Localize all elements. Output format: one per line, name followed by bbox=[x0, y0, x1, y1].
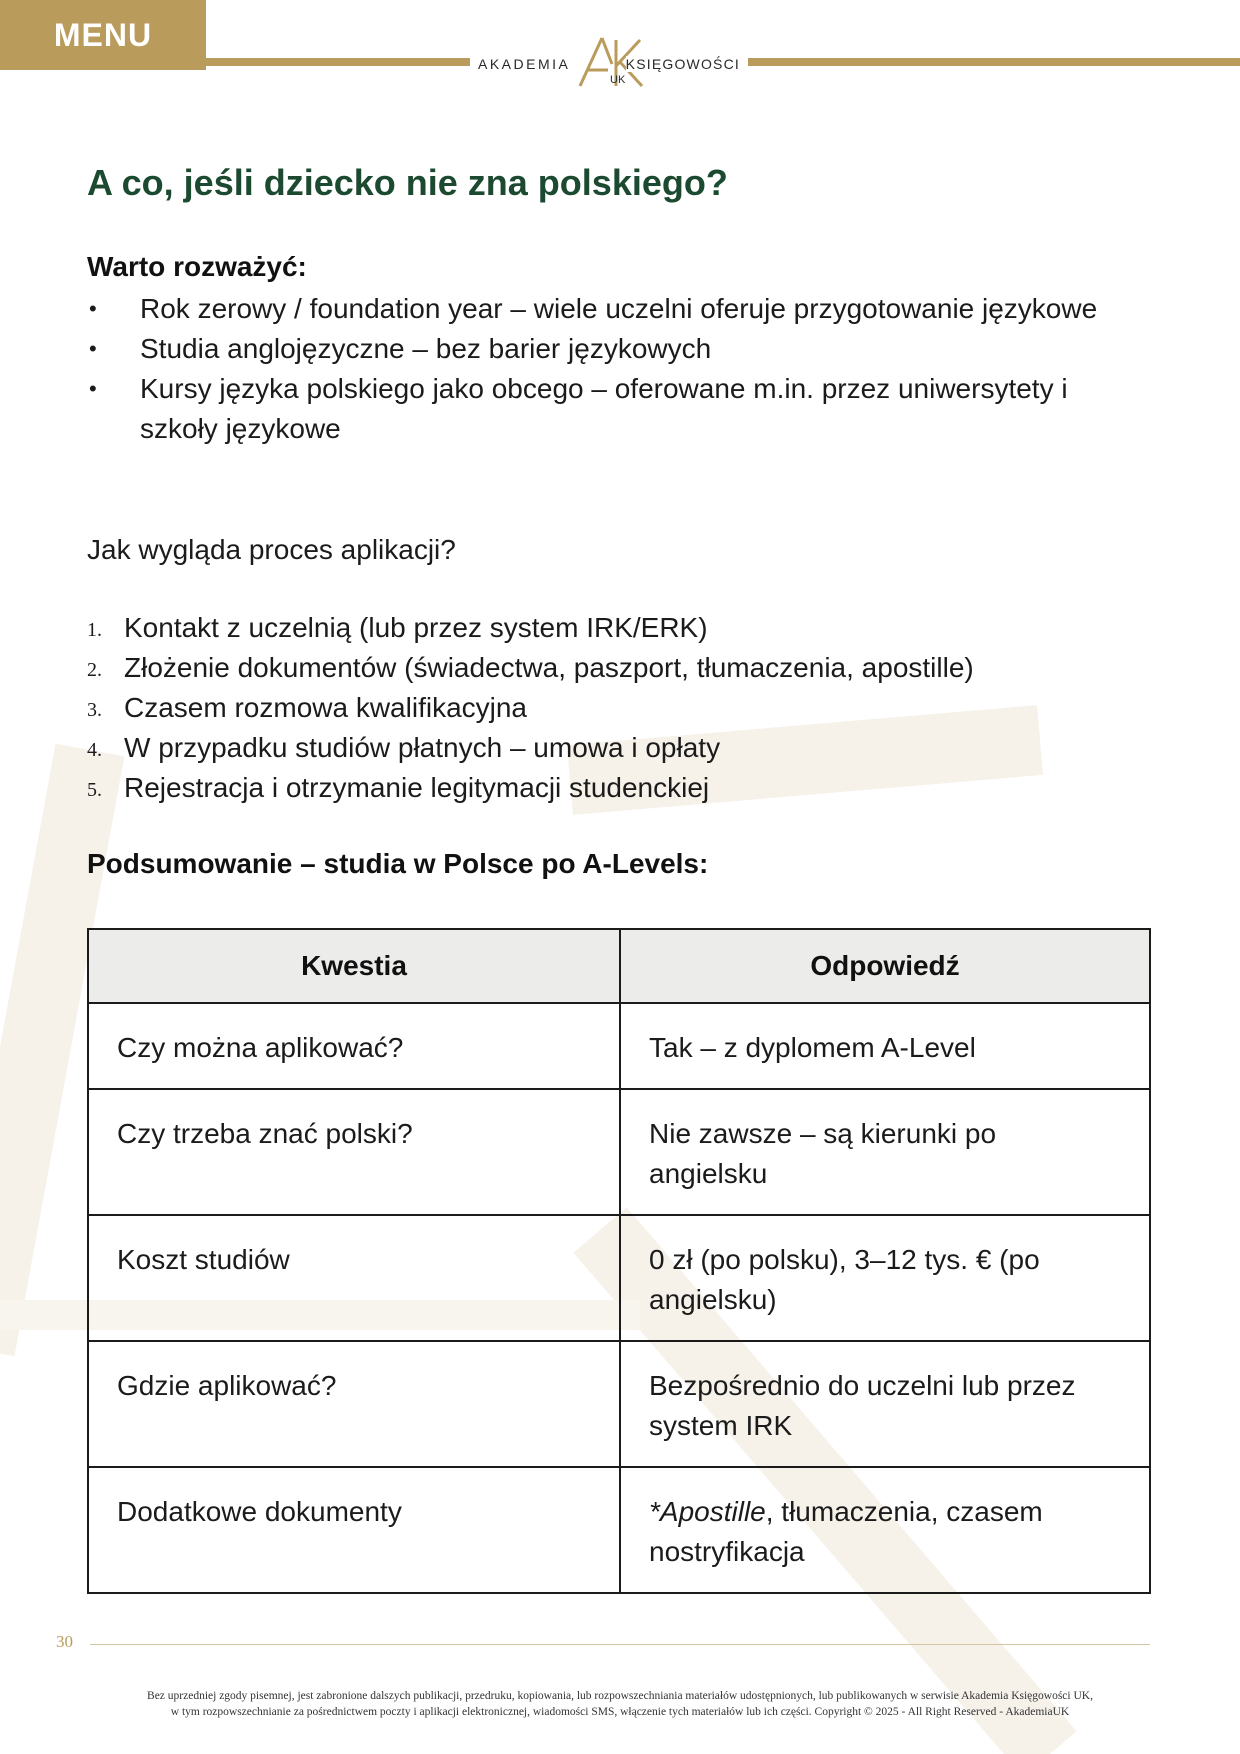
table-header-row bbox=[88, 929, 1150, 1003]
question-cell: Koszt studiów bbox=[88, 1215, 620, 1341]
step-item bbox=[87, 728, 1147, 768]
answer-cell bbox=[620, 1467, 1150, 1593]
footer-rule bbox=[90, 1644, 1150, 1645]
table-row bbox=[88, 1003, 1150, 1089]
step-text: Złożenie dokumentów (świadectwa, paszport, tłumaczenia, apostille) bbox=[124, 652, 974, 683]
step-text: Rejestracja i otrzymanie legitymacji studenckiej bbox=[124, 772, 710, 803]
step-text: Kontakt z uczelnią (lub przez system IRK/ERK) bbox=[124, 612, 708, 643]
column-header-question: Kwestia bbox=[88, 929, 620, 1003]
consider-heading: Warto rozważyć: bbox=[87, 251, 307, 282]
brand-logo bbox=[470, 34, 748, 90]
bullet-icon: • bbox=[89, 376, 97, 401]
header-rule-left bbox=[206, 58, 470, 66]
brand-left-text: AKADEMIA bbox=[478, 56, 571, 72]
step-text: Czasem rozmowa kwalifikacyjna bbox=[124, 692, 528, 723]
page-number: 30 bbox=[56, 1632, 73, 1651]
page-title: A co, jeśli dziecko nie zna polskiego? bbox=[87, 162, 728, 203]
summary-heading: Podsumowanie – studia w Polsce po A-Levels: bbox=[87, 848, 709, 879]
step-item bbox=[87, 768, 1147, 808]
copyright-line-1: Bez uprzedniej zgody pisemnej, jest zabronione dalszych publikacji, przedruku, kopiowania, lub rozpowszechniania materiałów udostępnionych, lub publikowanych w serwisie Akademia Księgowości UK, bbox=[147, 1690, 1093, 1702]
step-text: W przypadku studiów płatnych – umowa i opłaty bbox=[124, 732, 721, 763]
copyright-notice bbox=[80, 1688, 1160, 1720]
question-cell: Gdzie aplikować? bbox=[88, 1341, 620, 1467]
list-item-text: Kursy języka polskiego jako obcego – oferowane m.in. przez uniwersytety i szkoły językowe bbox=[140, 373, 1068, 444]
consider-list bbox=[87, 289, 1147, 449]
summary-table bbox=[87, 928, 1151, 1594]
list-item bbox=[87, 369, 1147, 449]
question-cell: Czy można aplikować? bbox=[88, 1003, 620, 1089]
step-number: 1. bbox=[87, 619, 102, 641]
step-number: 2. bbox=[87, 659, 102, 681]
list-item bbox=[87, 329, 1147, 369]
process-question: Jak wygląda proces aplikacji? bbox=[87, 534, 456, 565]
brand-logo-sub: UK bbox=[610, 74, 626, 86]
brand-right-text: KSIĘGOWOŚCI bbox=[625, 56, 740, 72]
bullet-icon: • bbox=[89, 296, 97, 321]
step-number: 5. bbox=[87, 779, 102, 801]
question-cell: Czy trzeba znać polski? bbox=[88, 1089, 620, 1215]
table-row bbox=[88, 1467, 1150, 1593]
header-rule-right bbox=[748, 58, 1240, 66]
step-item bbox=[87, 648, 1147, 688]
step-item bbox=[87, 608, 1147, 648]
step-item bbox=[87, 688, 1147, 728]
question-cell: Dodatkowe dokumenty bbox=[88, 1467, 620, 1593]
list-item-text: Studia anglojęzyczne – bez barier językowych bbox=[140, 333, 712, 364]
answer-cell: Nie zawsze – są kierunki po angielsku bbox=[620, 1089, 1150, 1215]
step-number: 4. bbox=[87, 739, 102, 761]
answer-italic-text: *Apostille bbox=[649, 1496, 766, 1527]
answer-cell: 0 zł (po polsku), 3–12 tys. € (po angielsku) bbox=[620, 1215, 1150, 1341]
column-header-answer: Odpowiedź bbox=[620, 929, 1150, 1003]
copyright-line-2: w tym rozpowszechnianie za pośrednictwem poczty i aplikacji elektronicznej, wiadomości SMS, włączenie tych materiałów lub ich części. Copyright © 2025 - All Right Reserved - AkademiaUK bbox=[170, 1706, 1070, 1718]
list-item-text: Rok zerowy / foundation year – wiele uczelni oferuje przygotowanie językowe bbox=[140, 293, 1098, 324]
menu-button[interactable]: MENU bbox=[0, 0, 206, 70]
answer-text: , tłumaczenia, czasem nostryfikacja bbox=[649, 1496, 1043, 1567]
answer-cell: Tak – z dyplomem A-Level bbox=[620, 1003, 1150, 1089]
table-row bbox=[88, 1215, 1150, 1341]
answer-cell: Bezpośrednio do uczelni lub przez system IRK bbox=[620, 1341, 1150, 1467]
table-row bbox=[88, 1089, 1150, 1215]
bullet-icon: • bbox=[89, 336, 97, 361]
process-steps bbox=[87, 608, 1147, 808]
step-number: 3. bbox=[87, 699, 102, 721]
list-item bbox=[87, 289, 1147, 329]
table-row bbox=[88, 1341, 1150, 1467]
